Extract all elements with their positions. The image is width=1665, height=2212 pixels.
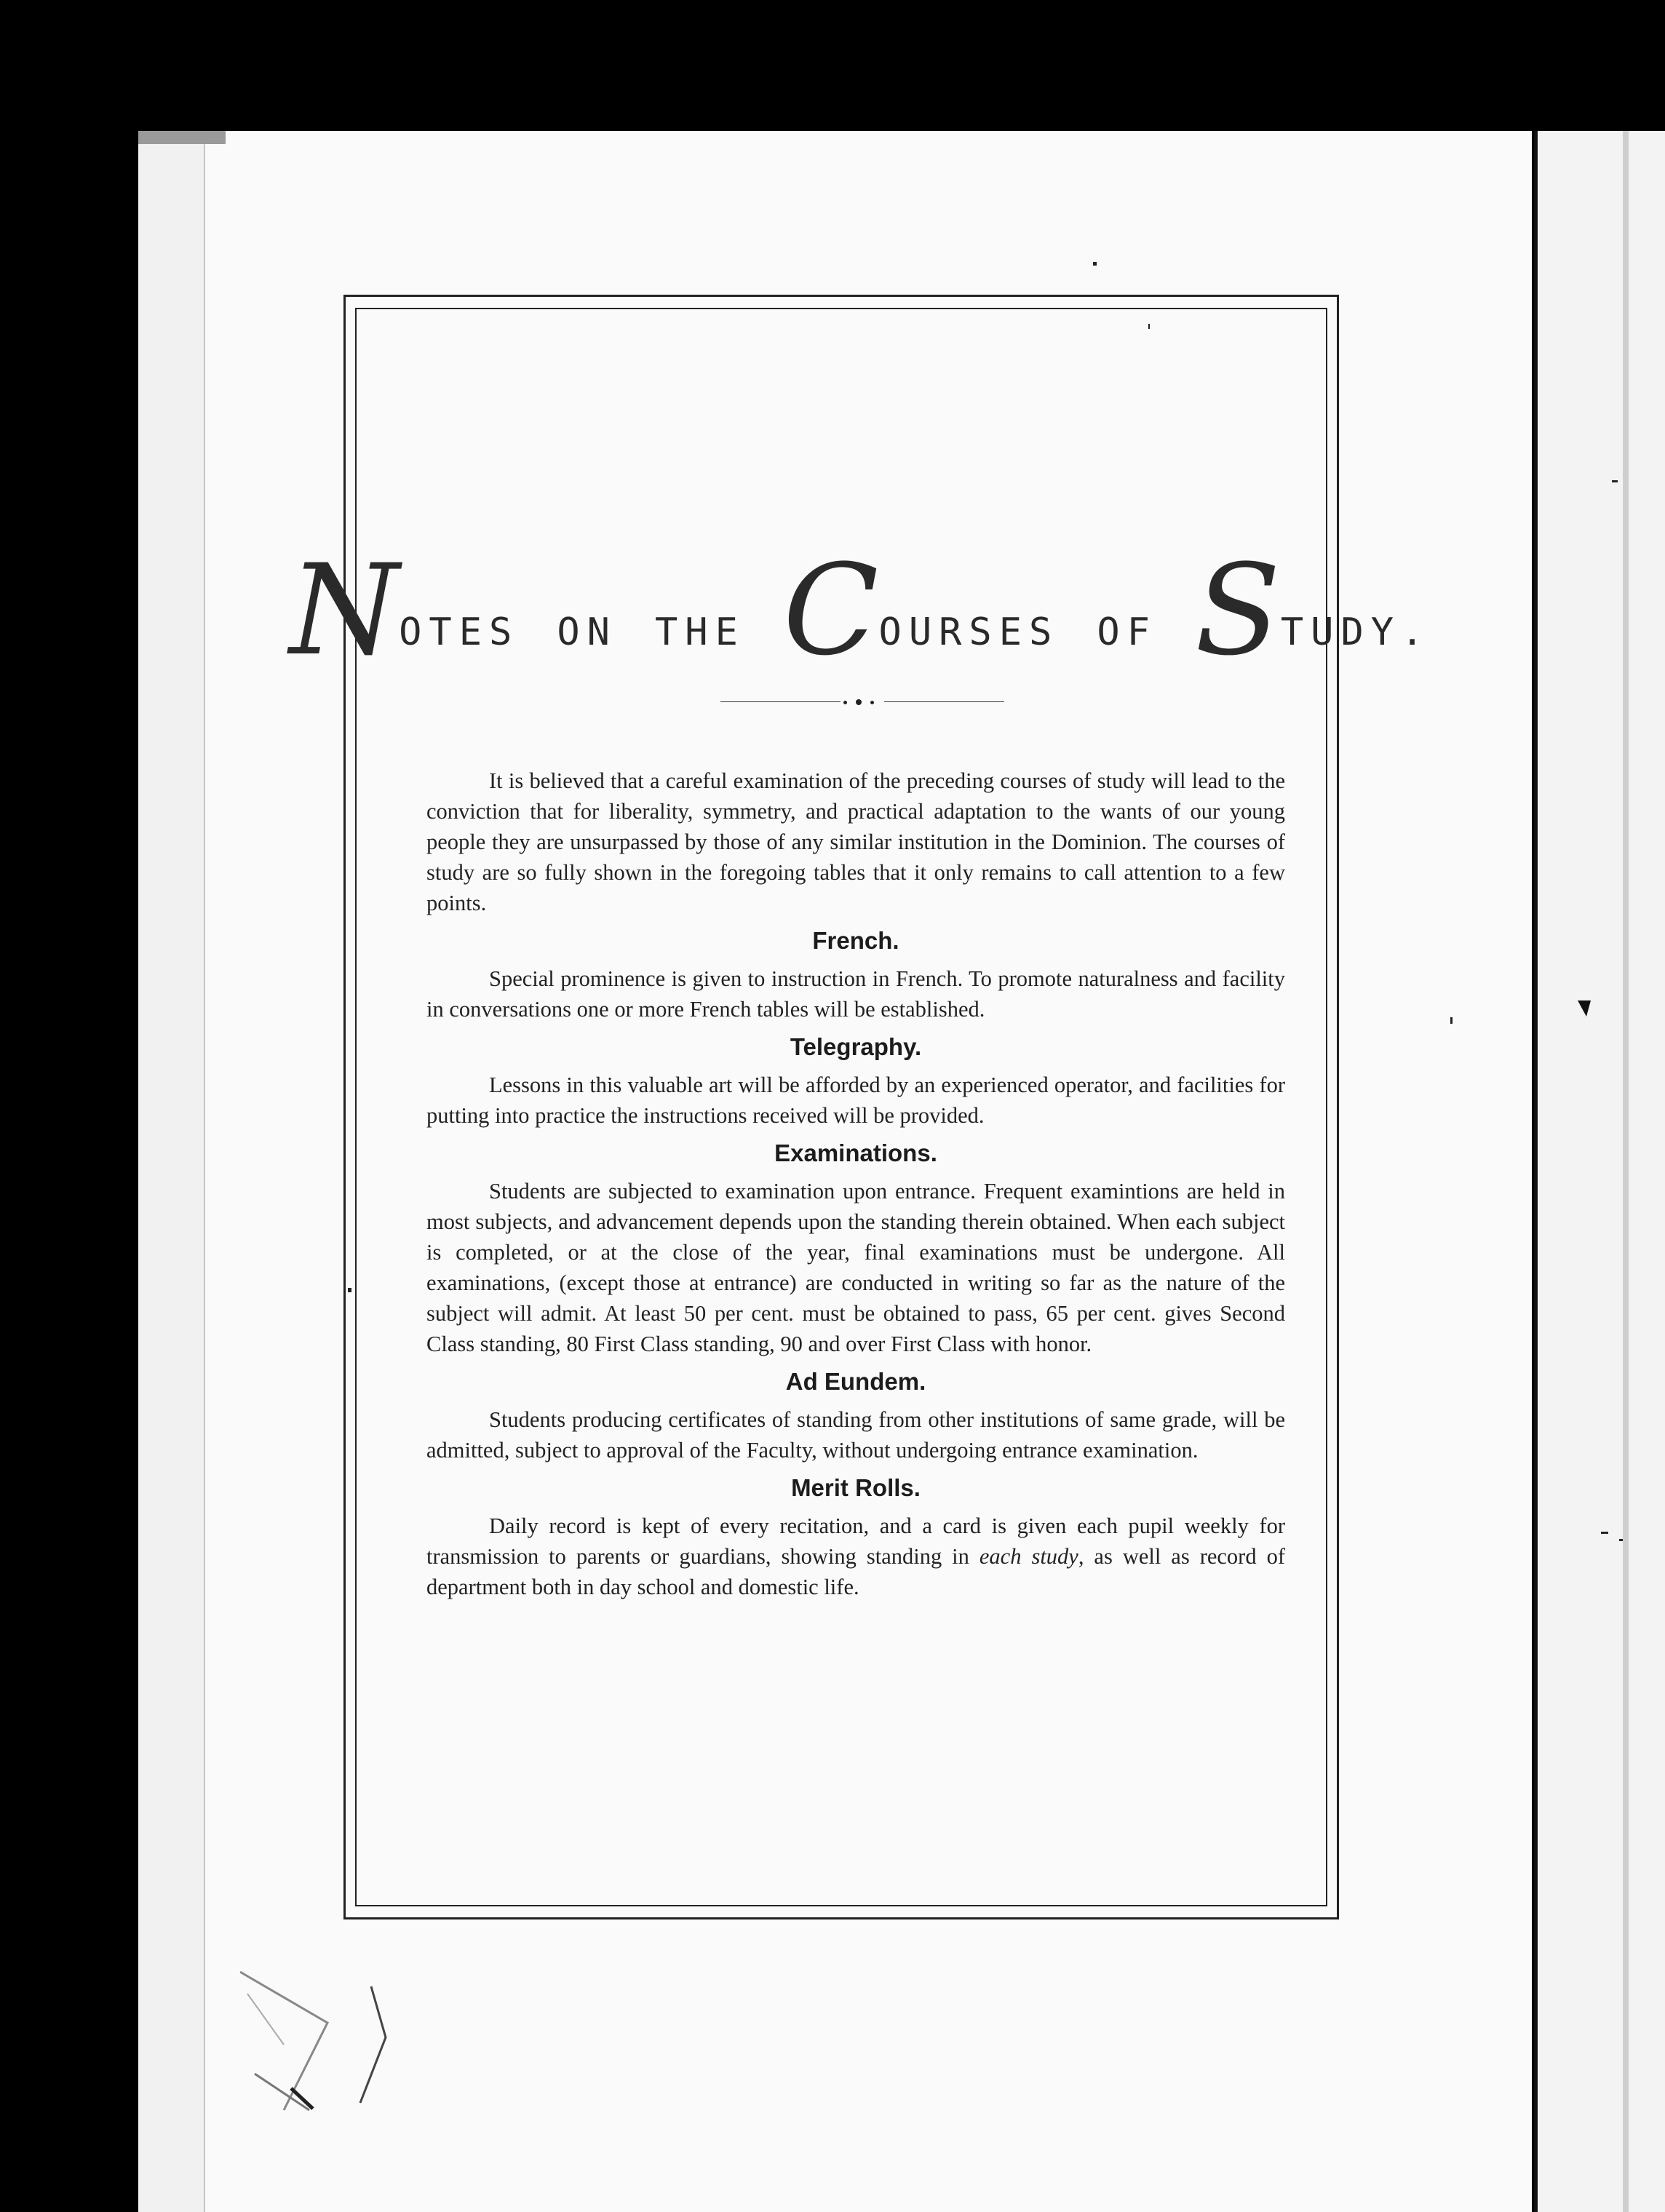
emphasis-text: each study xyxy=(979,1544,1078,1569)
paper-speck xyxy=(1612,480,1618,482)
page-left-edge xyxy=(138,131,205,2212)
title-word: THE xyxy=(654,610,745,654)
section-text-examinations: Students are subjected to examination upon entrance. Frequent examintions are held in most subjects, and advancement depends upon the standing therein obtained. When each subject is completed, or at the close of the year, final examinations must be undergone. All examinations, (except those at entrance) are conducted in writing so far as the nature of the subject will admit. At least 50 per cent. must be obtained to pass, 65 per cent. gives Second Class standing, 80 First Class standing, 90 and over First Class with honor. xyxy=(426,1179,1285,1356)
printer-mark xyxy=(1578,1000,1591,1017)
section-text-french: Special prominence is given to instruction in French. To promote naturalness and facility in conversations one or more French tables will be established. xyxy=(426,966,1285,1022)
paper-speck xyxy=(1601,1532,1608,1534)
section-heading-merit-rolls: Merit Rolls. xyxy=(791,1474,921,1501)
section-heading-examinations: Examinations. xyxy=(774,1139,937,1166)
title-word: N OTES xyxy=(289,537,520,683)
intro-paragraph: It is believed that a careful examination of the preceding courses of study will lead to the conviction that for liberality, symmetry, and practical adaptation to the wants of our young people they are unsurpassed by those of any similar institution in the Dominion. The courses of study are so fully shown in the foregoing tables that it only remains to call attention to a few points. xyxy=(426,768,1285,915)
section-heading-ad-eundem: Ad Eundem. xyxy=(785,1368,926,1395)
paper-speck xyxy=(1093,262,1097,266)
section-text-ad-eundem: Students producing certificates of standing from other institutions of same grade, will be admitted, subject to approval of the Faculty, without undergoing entrance examination. xyxy=(426,1407,1285,1463)
title-word: OF xyxy=(1097,610,1157,654)
document-body xyxy=(426,765,1285,1602)
page-title xyxy=(289,528,1431,683)
facing-page-edge xyxy=(1623,131,1629,2212)
section-text-telegraphy: Lessons in this valuable art will be afforded by an experienced operator, and facilities for putting into practice the instructions received will be provided. xyxy=(426,1073,1285,1128)
title-word: S TUDY. xyxy=(1194,537,1431,683)
paper-speck xyxy=(1450,1017,1453,1024)
section-heading-telegraphy: Telegraphy. xyxy=(790,1033,922,1060)
section-text-merit-rolls: Daily record is kept of every recitation, and a card is given each pupil weekly for transmission to parents or guardians, showing standing in each study, as well as record of department both in day school and domestic life. xyxy=(426,1513,1285,1599)
paper-speck xyxy=(1619,1539,1623,1541)
title-ornament-rule xyxy=(720,695,1004,709)
title-word: ON xyxy=(557,610,617,654)
section-heading-french: French. xyxy=(812,927,899,954)
page-top-shadow xyxy=(138,131,226,144)
facing-page xyxy=(1534,131,1665,2212)
title-word: C OURSES xyxy=(782,537,1060,683)
torn-corner-marks xyxy=(240,1928,429,2117)
